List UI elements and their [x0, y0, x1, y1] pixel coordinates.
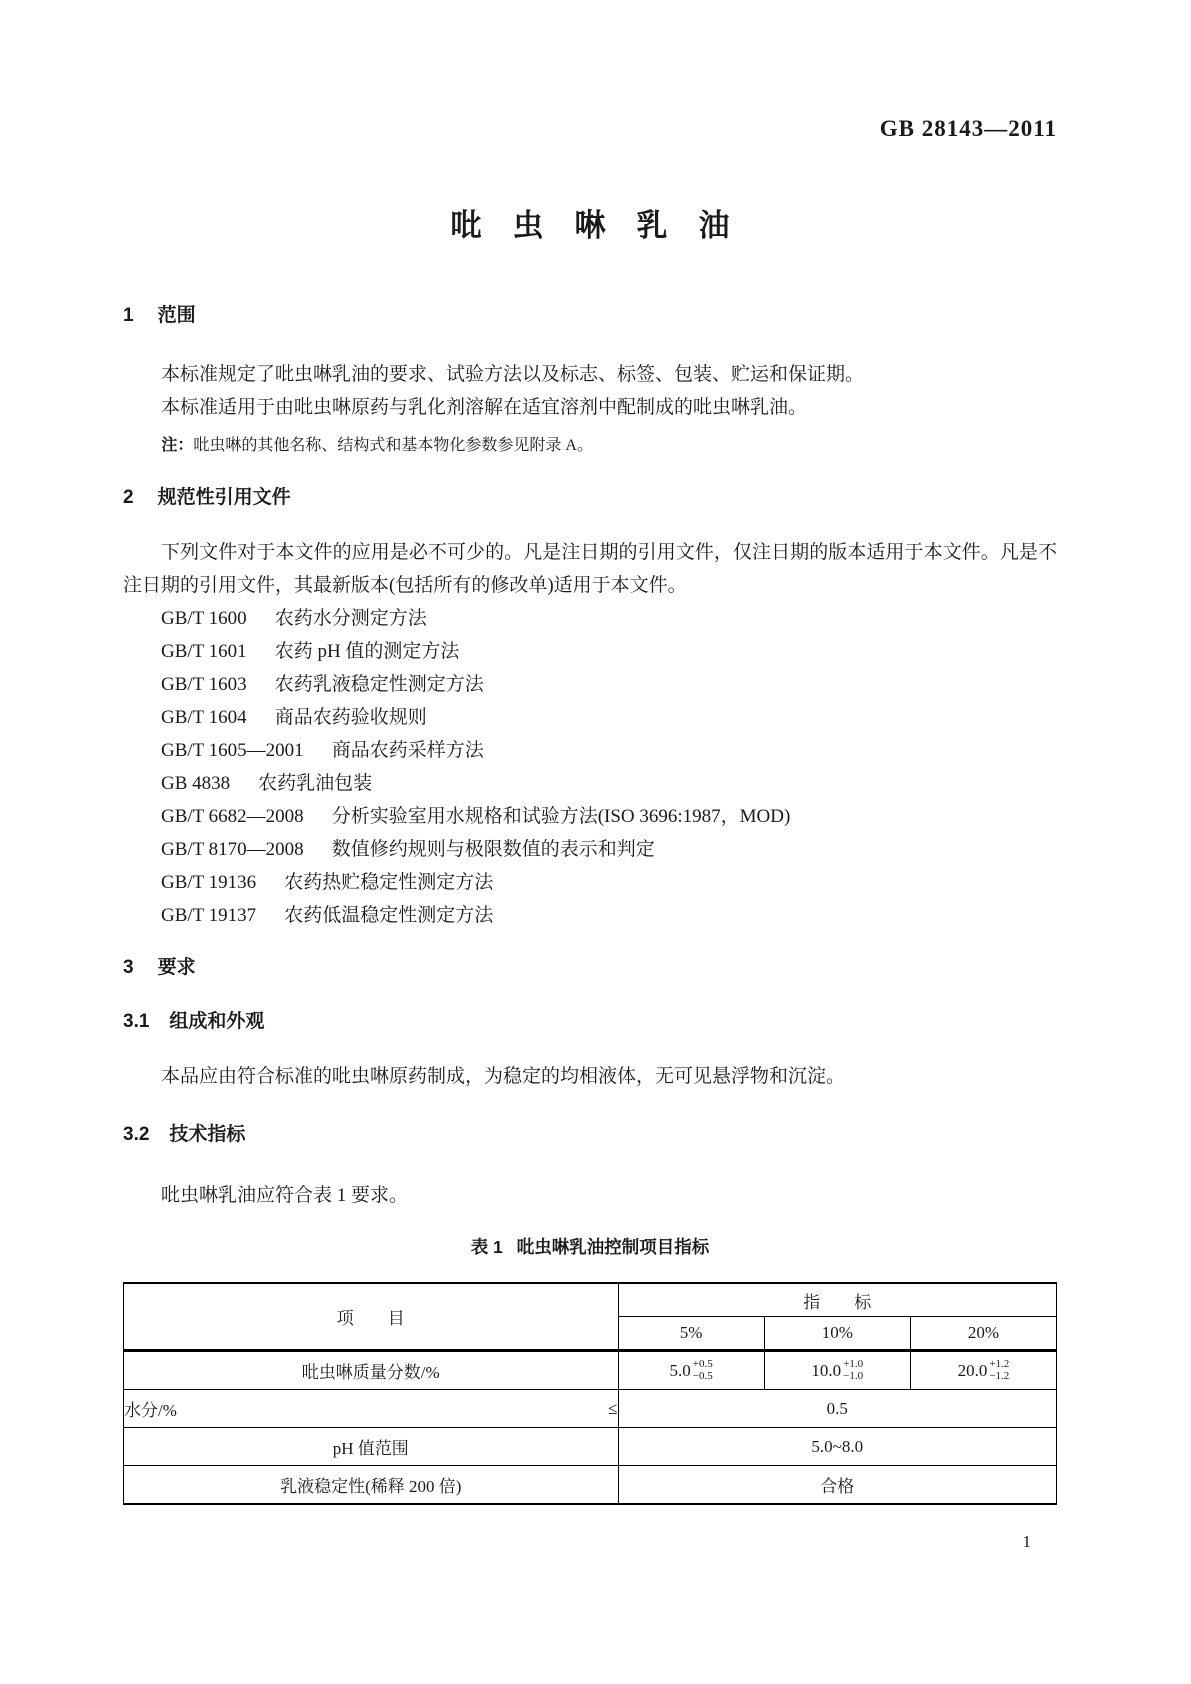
reference-item [123, 866, 1057, 899]
reference-item [123, 899, 1057, 932]
table-caption [123, 1234, 1057, 1260]
section-3-2-number: 3.2 [123, 1124, 150, 1145]
scope-paragraph-2: 本标准适用于由吡虫啉原药与乳化剂溶解在适宜溶剂中配制成的吡虫啉乳油。 [161, 397, 808, 418]
reference-title: 农药热贮稳定性测定方法 [284, 872, 494, 893]
mass-fraction-5 [618, 1351, 764, 1390]
section-1-number: 1 [123, 305, 134, 326]
moisture-label: 水分/% [124, 1401, 177, 1420]
reference-code: GB/T 19137 [161, 905, 257, 926]
tolerance-base: 10.0 [811, 1360, 842, 1380]
reference-code: GB 4838 [161, 773, 231, 794]
moisture-value: 0.5 [618, 1390, 1057, 1428]
table-row-mass-fraction [124, 1351, 1057, 1390]
section-3-1-heading [123, 1008, 1057, 1036]
header-item: 项 目 [124, 1283, 619, 1351]
references-list [123, 602, 1057, 932]
table-caption-label: 表 1 [470, 1237, 503, 1257]
technical-index-paragraph: 吡虫啉乳油应符合表 1 要求。 [161, 1185, 409, 1206]
section-2-title: 规范性引用文件 [157, 487, 291, 508]
references-intro: 下列文件对于本文件的应用是必不可少的。凡是注日期的引用文件，仅注日期的版本适用于本文件。凡是不注日期的引用文件，其最新版本(包括所有的修改单)适用于本文件。 [123, 542, 1057, 596]
note-text: 吡虫啉的其他名称、结构式和基本物化参数参见附录 A。 [193, 437, 593, 454]
section-3-title: 要求 [157, 957, 196, 978]
composition-paragraph: 本品应由符合标准的吡虫啉原药制成，为稳定的均相液体，无可见悬浮物和沉淀。 [161, 1066, 846, 1087]
tolerance-sub: −1.0 [843, 1369, 864, 1382]
section-3-number: 3 [123, 957, 134, 978]
page-number: 1 [1022, 1532, 1031, 1551]
section-3-2-heading [123, 1121, 1057, 1149]
tolerance-sub: −0.5 [692, 1369, 713, 1382]
reference-code: GB/T 1603 [161, 674, 247, 695]
reference-title: 农药乳液稳定性测定方法 [274, 674, 484, 695]
header-col-5: 5% [618, 1317, 764, 1351]
note-label: 注： [161, 437, 194, 454]
reference-item [123, 635, 1057, 668]
table-row-ph [124, 1428, 1057, 1466]
control-index-table [123, 1282, 1057, 1505]
table-row-emulsion-stability [124, 1466, 1057, 1505]
reference-item [123, 734, 1057, 767]
reference-code: GB/T 8170—2008 [161, 839, 304, 860]
reference-title: 商品农药采样方法 [331, 740, 484, 761]
reference-code: GB/T 1605—2001 [161, 740, 304, 761]
tolerance-sub: −1.2 [989, 1369, 1010, 1382]
reference-item [123, 602, 1057, 635]
standard-number: GB 28143—2011 [879, 116, 1057, 141]
reference-title: 数值修约规则与极限数值的表示和判定 [331, 839, 655, 860]
header-indicator: 指 标 [618, 1283, 1057, 1317]
header-col-20: 20% [910, 1317, 1056, 1351]
tolerance-base: 5.0 [669, 1360, 691, 1380]
section-2-heading [123, 484, 1057, 512]
header-col-10: 10% [764, 1317, 910, 1351]
table-header-row-1 [124, 1283, 1057, 1317]
tolerance-base: 20.0 [957, 1360, 988, 1380]
reference-code: GB/T 19136 [161, 872, 257, 893]
reference-item [123, 833, 1057, 866]
section-1-title: 范围 [157, 305, 196, 326]
table-row-moisture [124, 1390, 1057, 1428]
section-2-number: 2 [123, 487, 134, 508]
reference-code: GB/T 6682—2008 [161, 806, 304, 827]
section-3-1-number: 3.1 [123, 1011, 150, 1032]
reference-title: 农药水分测定方法 [274, 608, 427, 629]
scope-note [123, 434, 1057, 458]
reference-item [123, 701, 1057, 734]
reference-title: 分析实验室用水规格和试验方法(ISO 3696:1987，MOD) [331, 806, 791, 827]
tolerance-sup: +1.0 [843, 1358, 864, 1370]
row-label: pH 值范围 [124, 1428, 619, 1466]
reference-title: 农药 pH 值的测定方法 [274, 641, 460, 662]
section-1-heading [123, 302, 1057, 330]
tolerance-sup: +0.5 [692, 1358, 713, 1370]
mass-fraction-10 [764, 1351, 910, 1390]
tolerance-sup: +1.2 [989, 1358, 1010, 1370]
scope-paragraph-1: 本标准规定了吡虫啉乳油的要求、试验方法以及标志、标签、包装、贮运和保证期。 [161, 364, 865, 385]
emulsion-value: 合格 [618, 1466, 1057, 1505]
reference-title: 农药低温稳定性测定方法 [284, 905, 494, 926]
reference-code: GB/T 1601 [161, 641, 247, 662]
reference-item [123, 767, 1057, 800]
reference-title: 商品农药验收规则 [274, 707, 427, 728]
section-3-heading [123, 954, 1057, 982]
row-label [124, 1390, 619, 1428]
reference-title: 农药乳油包装 [258, 773, 373, 794]
mass-fraction-20 [910, 1351, 1056, 1390]
row-label: 乳液稳定性(稀释 200 倍) [124, 1466, 619, 1505]
document-title: 吡 虫 啉 乳 油 [450, 208, 730, 243]
row-label: 吡虫啉质量分数/% [124, 1351, 619, 1390]
reference-code: GB/T 1600 [161, 608, 247, 629]
table-caption-text: 吡虫啉乳油控制项目指标 [516, 1237, 710, 1257]
reference-item [123, 800, 1057, 833]
reference-item [123, 668, 1057, 701]
section-3-2-title: 技术指标 [169, 1124, 246, 1145]
ph-value: 5.0~8.0 [618, 1428, 1057, 1466]
less-equal-operator: ≤ [608, 1398, 618, 1418]
section-3-1-title: 组成和外观 [169, 1011, 265, 1032]
reference-code: GB/T 1604 [161, 707, 247, 728]
